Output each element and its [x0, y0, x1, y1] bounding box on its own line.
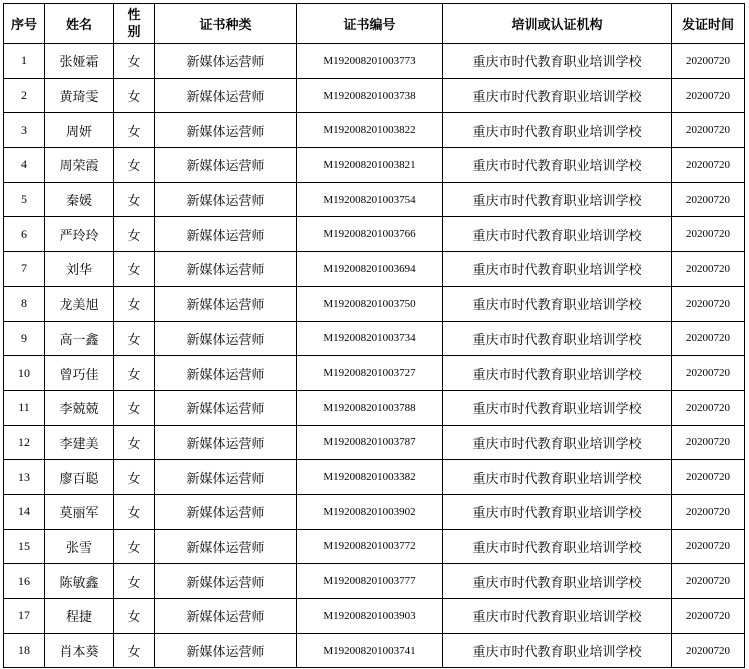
header-cert-no: 证书编号 [297, 4, 443, 44]
cell-institution: 重庆市时代教育职业培训学校 [443, 113, 672, 148]
cell-gender: 女 [114, 321, 155, 356]
cell-issue-date: 20200720 [672, 44, 745, 79]
cell-cert-type: 新媒体运营师 [155, 78, 297, 113]
cell-cert-type: 新媒体运营师 [155, 44, 297, 79]
cell-issue-date: 20200720 [672, 529, 745, 564]
cell-cert-no: M192008201003772 [297, 529, 443, 564]
cell-seq: 12 [4, 425, 45, 460]
cell-gender: 女 [114, 633, 155, 668]
cell-gender: 女 [114, 529, 155, 564]
cell-seq: 8 [4, 286, 45, 321]
cell-cert-type: 新媒体运营师 [155, 217, 297, 252]
table-row [4, 494, 745, 529]
cell-cert-no: M192008201003822 [297, 113, 443, 148]
cell-gender: 女 [114, 217, 155, 252]
table-row [4, 78, 745, 113]
cell-cert-no: M192008201003773 [297, 44, 443, 79]
cell-cert-no: M192008201003788 [297, 390, 443, 425]
table-row [4, 217, 745, 252]
cell-institution: 重庆市时代教育职业培训学校 [443, 182, 672, 217]
cell-cert-no: M192008201003738 [297, 78, 443, 113]
cell-institution: 重庆市时代教育职业培训学校 [443, 321, 672, 356]
cell-gender: 女 [114, 182, 155, 217]
cell-name: 周妍 [45, 113, 114, 148]
cell-seq: 15 [4, 529, 45, 564]
cell-issue-date: 20200720 [672, 217, 745, 252]
cell-cert-no: M192008201003902 [297, 494, 443, 529]
cell-gender: 女 [114, 148, 155, 183]
cell-gender: 女 [114, 425, 155, 460]
table-row [4, 633, 745, 668]
cell-seq: 14 [4, 494, 45, 529]
cell-institution: 重庆市时代教育职业培训学校 [443, 599, 672, 634]
cell-name: 张娅霜 [45, 44, 114, 79]
cell-cert-type: 新媒体运营师 [155, 390, 297, 425]
cell-issue-date: 20200720 [672, 78, 745, 113]
header-cert-type: 证书种类 [155, 4, 297, 44]
cell-gender: 女 [114, 113, 155, 148]
cell-seq: 6 [4, 217, 45, 252]
cell-name: 莫丽军 [45, 494, 114, 529]
cell-gender: 女 [114, 390, 155, 425]
cell-cert-no: M192008201003382 [297, 460, 443, 495]
cell-gender: 女 [114, 599, 155, 634]
cell-cert-no: M192008201003787 [297, 425, 443, 460]
cell-issue-date: 20200720 [672, 460, 745, 495]
cell-issue-date: 20200720 [672, 390, 745, 425]
cell-cert-type: 新媒体运营师 [155, 564, 297, 599]
cell-cert-no: M192008201003741 [297, 633, 443, 668]
cell-cert-no: M192008201003754 [297, 182, 443, 217]
cell-gender: 女 [114, 44, 155, 79]
cell-seq: 18 [4, 633, 45, 668]
cell-issue-date: 20200720 [672, 286, 745, 321]
cell-issue-date: 20200720 [672, 425, 745, 460]
cell-cert-type: 新媒体运营师 [155, 148, 297, 183]
header-gender [114, 4, 155, 44]
table-row [4, 356, 745, 391]
cell-issue-date: 20200720 [672, 356, 745, 391]
cell-institution: 重庆市时代教育职业培训学校 [443, 217, 672, 252]
cell-issue-date: 20200720 [672, 633, 745, 668]
cell-cert-type: 新媒体运营师 [155, 356, 297, 391]
header-issue-date: 发证时间 [672, 4, 745, 44]
table-row [4, 113, 745, 148]
cell-cert-no: M192008201003750 [297, 286, 443, 321]
cell-cert-no: M192008201003727 [297, 356, 443, 391]
cell-cert-type: 新媒体运营师 [155, 321, 297, 356]
cell-cert-type: 新媒体运营师 [155, 252, 297, 287]
table-row [4, 390, 745, 425]
cell-cert-type: 新媒体运营师 [155, 494, 297, 529]
cell-name: 严玲玲 [45, 217, 114, 252]
cell-seq: 11 [4, 390, 45, 425]
cell-institution: 重庆市时代教育职业培训学校 [443, 78, 672, 113]
cell-gender: 女 [114, 460, 155, 495]
table-row [4, 564, 745, 599]
cell-name: 廖百聪 [45, 460, 114, 495]
cell-seq: 1 [4, 44, 45, 79]
cell-gender: 女 [114, 564, 155, 599]
cell-name: 高一鑫 [45, 321, 114, 356]
table-row [4, 460, 745, 495]
cell-name: 秦媛 [45, 182, 114, 217]
cell-gender: 女 [114, 494, 155, 529]
cell-institution: 重庆市时代教育职业培训学校 [443, 148, 672, 183]
cell-issue-date: 20200720 [672, 182, 745, 217]
cell-cert-no: M192008201003903 [297, 599, 443, 634]
cell-cert-type: 新媒体运营师 [155, 529, 297, 564]
table-row [4, 599, 745, 634]
cell-seq: 2 [4, 78, 45, 113]
cell-institution: 重庆市时代教育职业培训学校 [443, 494, 672, 529]
cell-institution: 重庆市时代教育职业培训学校 [443, 356, 672, 391]
cell-seq: 5 [4, 182, 45, 217]
cell-institution: 重庆市时代教育职业培训学校 [443, 460, 672, 495]
cell-name: 周荣霞 [45, 148, 114, 183]
cell-cert-no: M192008201003734 [297, 321, 443, 356]
cell-institution: 重庆市时代教育职业培训学校 [443, 286, 672, 321]
cell-cert-no: M192008201003766 [297, 217, 443, 252]
table-body [4, 44, 745, 668]
cell-cert-no: M192008201003777 [297, 564, 443, 599]
cell-gender: 女 [114, 286, 155, 321]
cell-cert-no: M192008201003821 [297, 148, 443, 183]
header-institution: 培训或认证机构 [443, 4, 672, 44]
cell-cert-type: 新媒体运营师 [155, 599, 297, 634]
cell-gender: 女 [114, 78, 155, 113]
table-row [4, 148, 745, 183]
cell-name: 程捷 [45, 599, 114, 634]
cell-name: 刘华 [45, 252, 114, 287]
cell-name: 曾巧佳 [45, 356, 114, 391]
cell-name: 黄琦雯 [45, 78, 114, 113]
cell-name: 张雪 [45, 529, 114, 564]
cell-name: 李兢兢 [45, 390, 114, 425]
cell-institution: 重庆市时代教育职业培训学校 [443, 529, 672, 564]
cell-seq: 9 [4, 321, 45, 356]
cell-issue-date: 20200720 [672, 148, 745, 183]
cell-issue-date: 20200720 [672, 564, 745, 599]
table-header-row [4, 4, 745, 44]
cell-cert-type: 新媒体运营师 [155, 286, 297, 321]
cell-seq: 7 [4, 252, 45, 287]
cell-institution: 重庆市时代教育职业培训学校 [443, 564, 672, 599]
cell-cert-no: M192008201003694 [297, 252, 443, 287]
cell-name: 李建美 [45, 425, 114, 460]
cell-gender: 女 [114, 356, 155, 391]
cell-seq: 17 [4, 599, 45, 634]
header-seq: 序号 [4, 4, 45, 44]
table-row [4, 529, 745, 564]
header-name: 姓名 [45, 4, 114, 44]
header-gender-text: 性别 [127, 7, 141, 40]
table-row [4, 44, 745, 79]
cell-institution: 重庆市时代教育职业培训学校 [443, 425, 672, 460]
cell-cert-type: 新媒体运营师 [155, 182, 297, 217]
cell-institution: 重庆市时代教育职业培训学校 [443, 252, 672, 287]
cell-institution: 重庆市时代教育职业培训学校 [443, 44, 672, 79]
cell-issue-date: 20200720 [672, 113, 745, 148]
cell-name: 龙美旭 [45, 286, 114, 321]
cell-issue-date: 20200720 [672, 599, 745, 634]
cell-issue-date: 20200720 [672, 252, 745, 287]
cell-seq: 16 [4, 564, 45, 599]
cell-gender: 女 [114, 252, 155, 287]
table-row [4, 425, 745, 460]
cell-seq: 3 [4, 113, 45, 148]
cell-cert-type: 新媒体运营师 [155, 460, 297, 495]
certificate-table [3, 3, 745, 668]
cell-cert-type: 新媒体运营师 [155, 113, 297, 148]
cell-issue-date: 20200720 [672, 321, 745, 356]
cell-seq: 4 [4, 148, 45, 183]
cell-seq: 10 [4, 356, 45, 391]
table-row [4, 321, 745, 356]
table-row [4, 286, 745, 321]
table-row [4, 182, 745, 217]
cell-name: 肖本葵 [45, 633, 114, 668]
cell-cert-type: 新媒体运营师 [155, 425, 297, 460]
cell-institution: 重庆市时代教育职业培训学校 [443, 390, 672, 425]
table-row [4, 252, 745, 287]
cell-institution: 重庆市时代教育职业培训学校 [443, 633, 672, 668]
cell-seq: 13 [4, 460, 45, 495]
cell-name: 陈敏鑫 [45, 564, 114, 599]
cell-cert-type: 新媒体运营师 [155, 633, 297, 668]
cell-issue-date: 20200720 [672, 494, 745, 529]
